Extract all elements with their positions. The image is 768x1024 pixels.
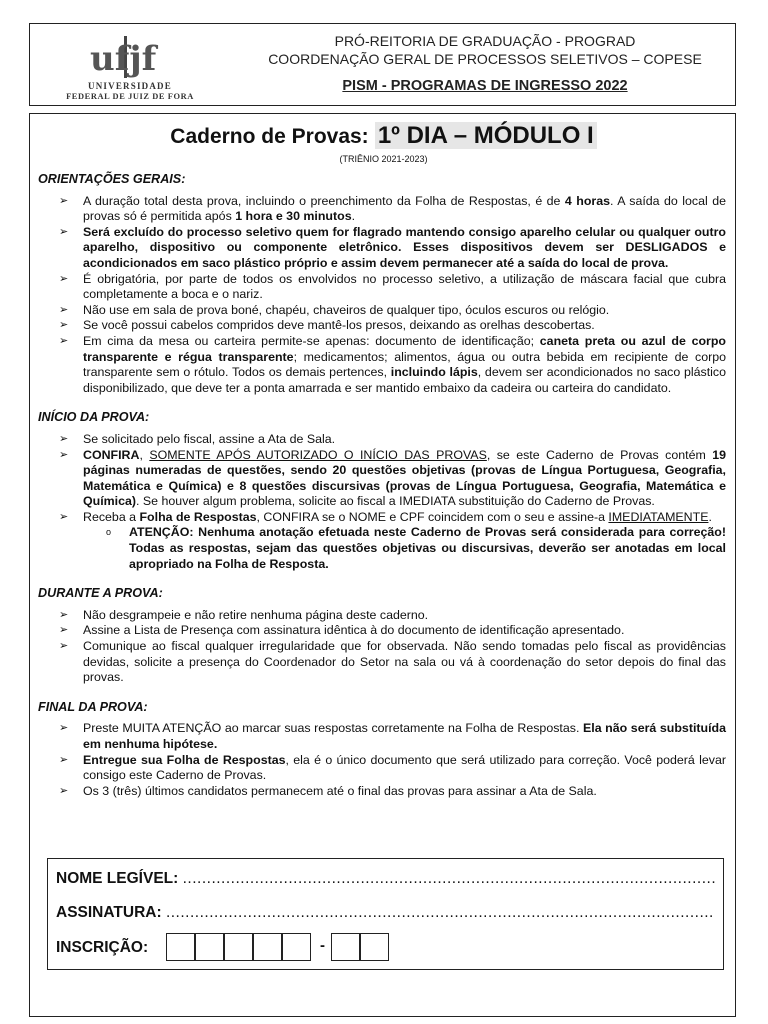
section-title: INÍCIO DA PROVA:: [38, 410, 150, 425]
arrowhead-bullet-icon: ➢: [59, 624, 69, 637]
assinatura-field[interactable]: [56, 904, 714, 922]
list-item: ➢ Entregue sua Folha de Respostas, ela é o único documento que será utilizado para correção. Você poderá levar consigo este Caderno de Provas.: [59, 752, 726, 783]
inscricao-cell-1[interactable]: [166, 933, 195, 961]
logo-line-1: UNIVERSIDADE: [88, 81, 172, 91]
inscricao-cell-2[interactable]: [195, 933, 224, 961]
list-item: ➢ Será excluído do processo seletivo quem for flagrado mantendo consigo aparelho celular ou qualquer outro aparelho, dispositivo ou componente eletrônico. Esses dispositivos devem ser DESLIGADOS e acondicionados em saco plástico próprio e assim devem permanecer até a saída do local de prova.: [59, 224, 726, 270]
arrowhead-bullet-icon: ➢: [59, 753, 69, 766]
section-title: DURANTE A PROVA:: [38, 586, 163, 601]
list-item: ➢ Se você possui cabelos compridos deve mantê-los presos, deixando as orelhas descobertas.: [59, 318, 595, 333]
header-box: [29, 23, 736, 106]
list-item: ➢ Comunique ao fiscal qualquer irregularidade que for observada. Não sendo tomadas pelo fiscal as providências devidas, solicite a presença do Coordenador do Setor na sala ou vá à coordenação do setor depois do final das provas.: [59, 639, 726, 685]
arrowhead-bullet-icon: ➢: [59, 784, 69, 797]
arrowhead-bullet-icon: ➢: [59, 303, 69, 316]
list-item: o ATENÇÃO: Nenhuma anotação efetuada neste Caderno de Provas será considerada para correção! Todas as respostas, sejam das questões objetivas ou discursivas, deverão ser anotadas em local apropriado na Folha de Resposta.: [106, 525, 726, 571]
section-inicio: [38, 410, 726, 572]
page-title: [30, 122, 737, 150]
body-box: [29, 113, 736, 1017]
instructions: [38, 172, 726, 813]
list-item: ➢ Os 3 (três) últimos candidatos permanecem até o final das provas para assinar a Ata de Sala.: [59, 783, 597, 798]
assinatura-label: ASSINATURA:: [56, 904, 162, 921]
list-item: ➢ Não use em sala de prova boné, chapéu, chaveiros de qualquer tipo, óculos escuros ou relógio.: [59, 302, 610, 317]
arrowhead-bullet-icon: ➢: [59, 722, 69, 735]
inscricao-cell-3[interactable]: [224, 933, 253, 961]
section-title: ORIENTAÇÕES GERAIS:: [38, 172, 186, 186]
section-orientacoes: [38, 172, 726, 396]
arrowhead-bullet-icon: ➢: [59, 319, 69, 332]
inscricao-cell-5[interactable]: [282, 933, 311, 961]
list-item: ➢ Receba a Folha de Respostas, CONFIRA se o NOME e CPF coincidem com o seu e assine-a IMEDIATAMENTE.: [59, 509, 712, 524]
logo-line-2: FEDERAL DE JUIZ DE FORA: [66, 92, 194, 101]
header-copese: COORDENAÇÃO GERAL DE PROCESSOS SELETIVOS – COPESE: [268, 51, 702, 67]
inscricao-cell-4[interactable]: [253, 933, 282, 961]
inscricao-label: INSCRIÇÃO:: [56, 939, 149, 956]
list-item: ➢ Se solicitado pelo fiscal, assine a Ata de Sala.: [59, 431, 336, 446]
list-item: ➢ Não desgrampeie e não retire nenhuma página deste caderno.: [59, 607, 429, 622]
section-durante: [38, 586, 726, 686]
list-item: ➢ Em cima da mesa ou carteira permite-se apenas: documento de identificação; caneta preta ou azul de corpo transparente e régua transparente; medicamentos; alimentos, água ou outra bebida em recipiente de corpo transparente sem o rótulo. Todos os demais pertences, incluindo lápis, devem ser acondicionados no saco plástico disponibilizado, que deve ter a ponta amarrada e ser mantido embaixo da cadeira ou carteira do candidato.: [59, 333, 727, 395]
arrowhead-bullet-icon: ➢: [59, 194, 69, 207]
nome-dots: ...............................................................................................................: [182, 870, 717, 887]
list-item: ➢ Assine a Lista de Presença com assinatura idêntica à do documento de identificação apresentado.: [59, 623, 625, 638]
title-prefix: Caderno de Provas:: [170, 125, 369, 148]
section-final: [38, 700, 726, 800]
arrowhead-bullet-icon: ➢: [59, 334, 69, 347]
ufjf-logo-mark: [60, 36, 195, 80]
nome-label: NOME LEGÍVEL:: [56, 870, 179, 887]
ufjf-logo: [60, 36, 195, 100]
inscricao-separator: -: [320, 937, 325, 954]
arrowhead-bullet-icon: ➢: [59, 272, 69, 285]
list-item: ➢ Preste MUITA ATENÇÃO ao marcar suas respostas corretamente na Folha de Respostas. Ela não será substituída em nenhuma hipótese.: [59, 721, 726, 751]
circle-bullet-icon: o: [106, 527, 112, 538]
inscricao-cell-6[interactable]: [331, 933, 360, 961]
title-highlight: 1º DIA – MÓDULO I: [375, 122, 597, 149]
inscricao-cell-7[interactable]: [360, 933, 389, 961]
list-item: ➢ É obrigatória, por parte de todos os envolvidos no processo seletivo, a utilização de máscara facial que cubra completamente a boca e o nariz.: [59, 271, 726, 302]
section-title: FINAL DA PROVA:: [38, 699, 148, 714]
list-item: ➢ CONFIRA, SOMENTE APÓS AUTORIZADO O INÍCIO DAS PROVAS, se este Caderno de Provas contém 19 páginas numeradas de questões, sendo 20 questões objetivas (provas de Língua Portuguesa, Geografia, Matemática e Química) e 8 questões discursivas (provas de Língua Portuguesa, Geografia, Matemática e Química). Se houver algum problema, solicite ao fiscal a IMEDIATA substituição do Caderno de Provas.: [59, 447, 726, 509]
title-subtitle: (TRIÊNIO 2021-2023): [339, 154, 428, 164]
header-prograd: PRÓ-REITORIA DE GRADUAÇÃO - PROGRAD: [334, 33, 636, 49]
arrowhead-bullet-icon: ➢: [59, 225, 69, 238]
arrowhead-bullet-icon: ➢: [59, 448, 69, 461]
arrowhead-bullet-icon: ➢: [59, 432, 69, 445]
assinatura-dots: ..................................................................................................................: [165, 904, 714, 921]
logo-mark-text: ufjf: [90, 39, 157, 79]
arrowhead-bullet-icon: ➢: [59, 640, 69, 653]
nome-field[interactable]: [56, 870, 716, 888]
candidate-fields: [47, 858, 724, 970]
arrowhead-bullet-icon: ➢: [59, 510, 69, 523]
header-pism: PISM - PROGRAMAS DE INGRESSO 2022: [342, 78, 628, 94]
list-item: ➢ A duração total desta prova, incluindo o preenchimento da Folha de Respostas, é de 4 horas. A saída do local de provas só é permitida após 1 hora e 30 minutos.: [59, 193, 726, 224]
arrowhead-bullet-icon: ➢: [59, 608, 69, 621]
